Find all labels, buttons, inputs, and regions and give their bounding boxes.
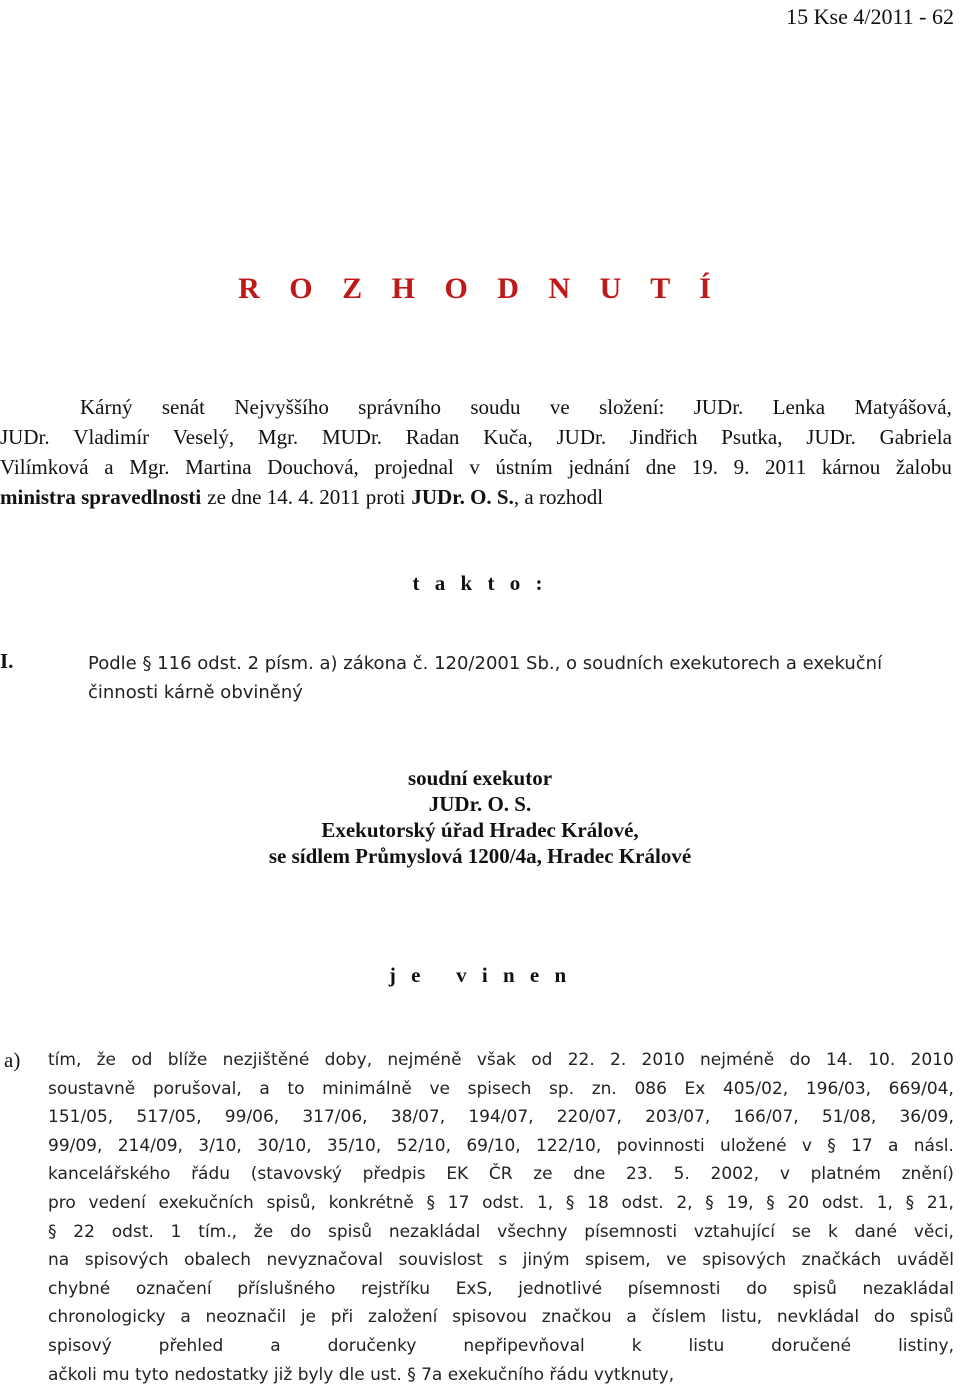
verdict-text: j e v i n e n [388,963,572,987]
accused-name: JUDr. O. S. [428,792,532,816]
accused-role: soudní exekutor [407,766,553,790]
intro-word: Mgr. [257,425,299,449]
intro-line [0,422,952,452]
item-line: chybné označení příslušného rejstříku ExS, jednotlivé písemnosti do spisů nezakládal [48,1278,954,1299]
intro-line [0,452,952,482]
intro-text: ze dne 14. 4. 2011 proti [207,485,406,509]
intro-word: Nejvyššího [234,395,329,419]
item-line: soustavně porušoval, a to minimálně ve spisech sp. zn. 086 Ex 405/02, 196/03, 669/04, [48,1078,954,1099]
intro-word: Vladimír [73,425,150,449]
intro-word: 9. [733,455,750,479]
intro-word: 19. [691,455,719,479]
accused-seat: se sídlem Průmyslová 1200/4a, Hradec Králové [268,844,692,868]
item-line: § 22 odst. 1 tím., že do spisů nezakládal všechny písemnosti vztahující se k dané věci, [48,1221,954,1242]
intro-word: Kárný [80,395,133,419]
intro-word: JUDr. [806,425,856,449]
point-text [88,649,958,707]
item-line: pro vedení exekučních spisů, konkrétně § 17 odst. 1, § 18 odst. 2, § 19, § 20 odst. 1, § 21, [48,1192,954,1213]
intro-word: 2011 [765,455,807,479]
intro-word: Gabriela [879,425,952,449]
intro-word: Vilímková [0,455,89,479]
item-line: chronologicky a neoznačil je při založení spisovou značkou a číslem listu, nevkládal do spisů [48,1307,954,1328]
plaintiff: ministra spravedlnosti [0,485,202,509]
intro-line [0,392,952,422]
intro-word: Radan [405,425,460,449]
intro-word: JUDr. [556,425,607,449]
intro-word: projednal [374,455,454,479]
intro-word: kárnou [821,455,881,479]
section-heading-takto: t a k t o : [412,571,548,595]
point-line: Podle § 116 odst. 2 písm. a) zákona č. 120/2001 Sb., o soudních exekutorech a exekuční [88,653,883,674]
verdict-heading [0,963,960,988]
intro-word: a [104,455,114,479]
intro-word: Douchová, [267,455,359,479]
item-line: 99/09, 214/09, 3/10, 30/10, 35/10, 52/10, 69/10, 122/10, povinnosti uložené v § 17 a násl. [48,1135,954,1156]
intro-word: senát [161,395,205,419]
point-line: činnosti kárně obviněný [88,682,303,703]
intro-line-last [0,482,952,512]
intro-word: JUDr. [693,395,744,419]
item-text [48,1046,954,1389]
item-line: spisový přehled a doručenky nepřipevňoval k listu doručené listiny, [48,1335,954,1356]
intro-word: Mgr. [129,455,170,479]
case-number: 15 Kse 4/2011 - 62 [786,4,954,29]
accused-block [0,765,960,869]
intro-word: MUDr. [321,425,383,449]
intro-text-end: , a rozhodl [513,485,604,509]
intro-word: ústním [495,455,553,479]
intro-word: Kuča, [483,425,533,449]
accused-name-inline: JUDr. O. S. [411,485,514,509]
intro-word: žalobu [895,455,952,479]
intro-word: Psutka, [721,425,783,449]
intro-word: jednání [568,455,631,479]
item-line: na spisových obalech nevyznačoval souvislost s jiným spisem, ve spisových značkách uváděl [48,1250,954,1271]
item-line-last: ačkoli mu tyto nedostatky již byly dle ust. § 7a exekučního řádu vytknuty, [48,1364,675,1385]
intro-word: Jindřich [629,425,698,449]
accused-office: Exekutorský úřad Hradec Králové, [321,818,639,842]
intro-word: Martina [185,455,252,479]
intro-word: JUDr. [0,425,50,449]
intro-word: Veselý, [172,425,235,449]
intro-word: dne [645,455,677,479]
intro-word: ve [549,395,570,419]
decision-title: R O Z H O D N U T Í [238,272,722,305]
intro-word: Lenka [772,395,826,419]
item-line: tím, že od blíže nezjištěné doby, nejméně však od 22. 2. 2010 nejméně do 14. 10. 2010 [48,1050,954,1070]
intro-paragraph [0,392,952,512]
item-line: 151/05, 517/05, 99/06, 317/06, 38/07, 194/07, 220/07, 203/07, 166/07, 51/08, 36/09, [48,1107,954,1128]
intro-word: složení: [599,395,665,419]
item-label: a) [4,1048,21,1072]
intro-word: v [469,455,480,479]
intro-word: soudu [470,395,521,419]
intro-word: Matyášová, [854,395,952,419]
intro-word: správního [358,395,441,419]
point-label: I. [0,649,14,673]
item-line: kancelářského řádu (stavovský předpis EK ČR ze dne 23. 5. 2002, v platném znění) [48,1164,954,1185]
